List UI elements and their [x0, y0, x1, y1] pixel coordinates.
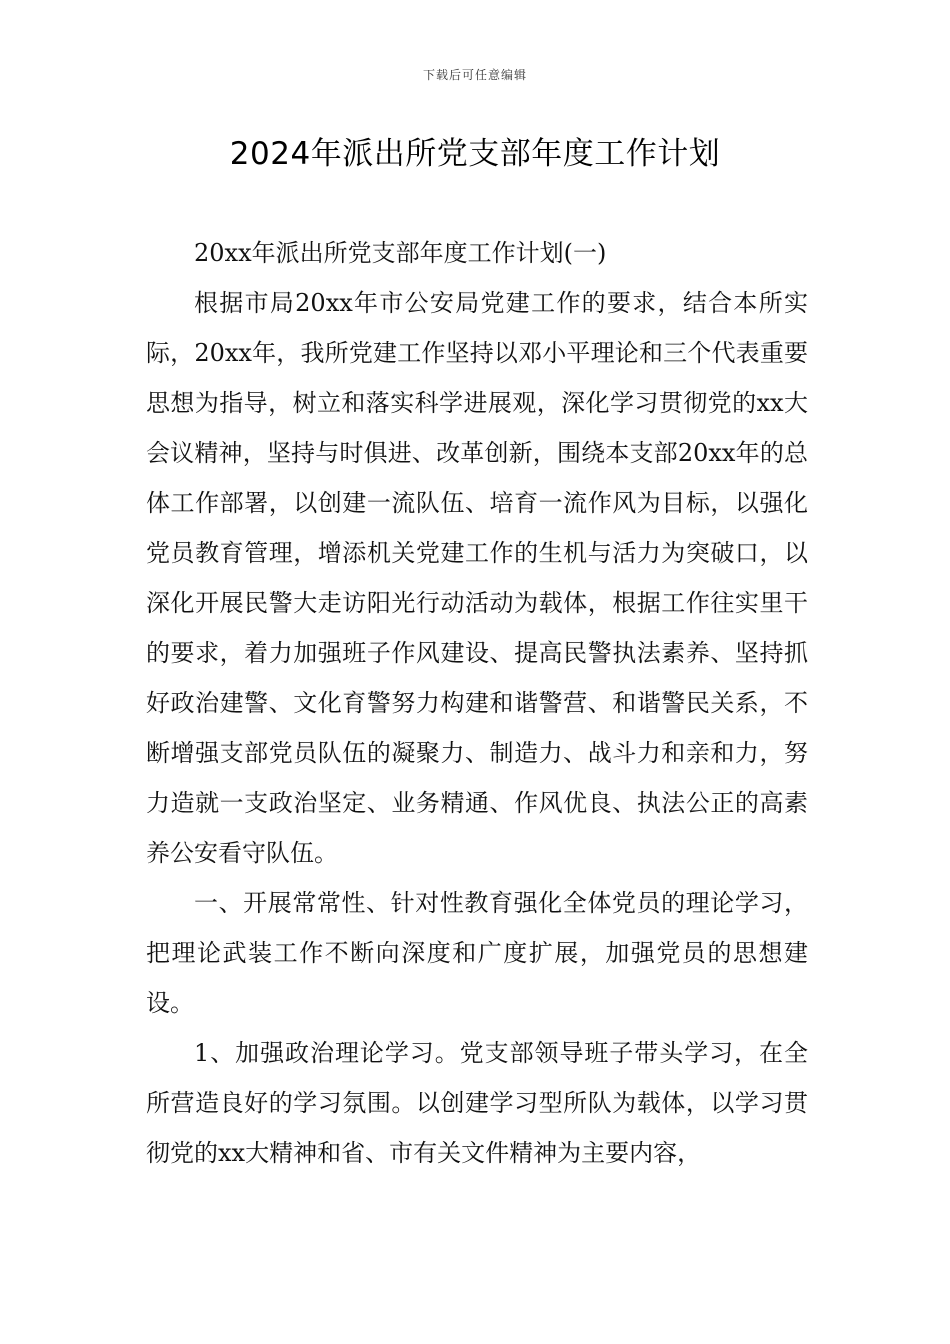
paragraph-section-1: 一、开展常常性、针对性教育强化全体党员的理论学习，把理论武装工作不断向深度和广度扩展，加强党员的思想建设。 — [146, 889, 808, 1017]
paragraph-subtitle: 20xx年派出所党支部年度工作计划(一) — [194, 239, 607, 267]
paragraph-intro: 根据市局20xx年市公安局党建工作的要求，结合本所实际，20xx年，我所党建工作坚持以邓小平理论和三个代表重要思想为指导，树立和落实科学进展观，深化学习贯彻党的xx大会议精神，坚持与时俱进、改革创新，围绕本支部20xx年的总体工作部署，以创建一流队伍、培育一流作风为目标，以强化党员教育管理，增添机关党建工作的生机与活力为突破口，以深化开展民警大走访阳光行动活动为载体，根据工作往实里干的要求，着力加强班子作风建设、提高民警执法素养、坚持抓好政治建警、文化育警努力构建和谐警营、和谐警民关系，不断增强支部党员队伍的凝聚力、制造力、战斗力和亲和力，努力造就一支政治坚定、业务精通、作风优良、执法公正的高素养公安看守队伍。 — [146, 289, 808, 867]
document-body — [146, 228, 808, 1178]
header-note: 下载后可任意编辑 — [422, 68, 527, 82]
document-title: 2024年派出所党支部年度工作计划 — [229, 136, 721, 172]
paragraph-item-1: 1、加强政治理论学习。党支部领导班子带头学习，在全所营造良好的学习氛围。以创建学习型所队为载体，以学习贯彻党的xx大精神和省、市有关文件精神为主要内容， — [146, 1039, 808, 1167]
